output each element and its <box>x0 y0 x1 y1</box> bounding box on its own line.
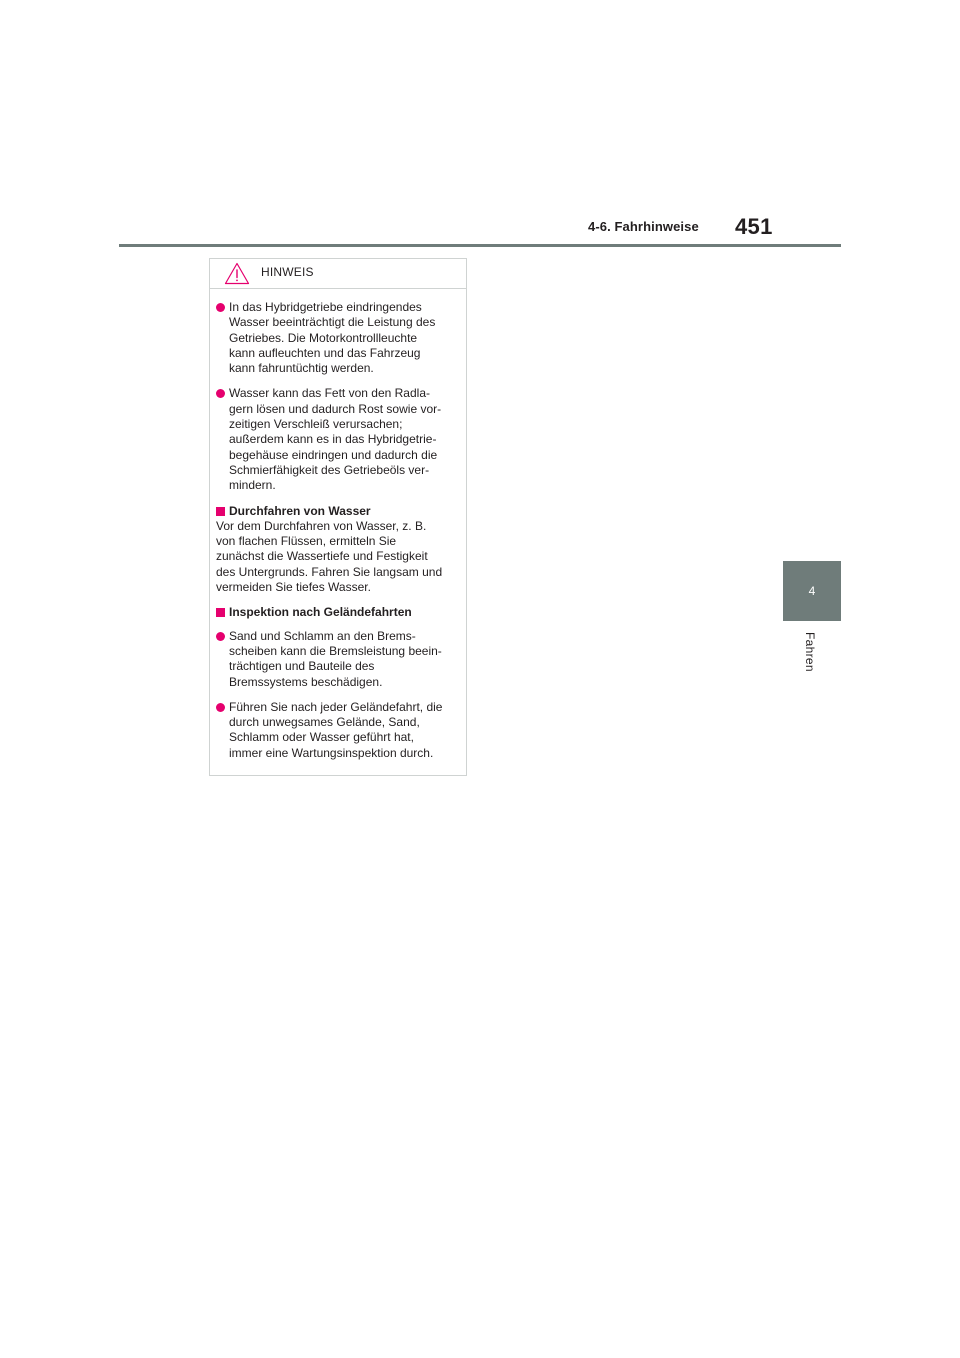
list-item <box>216 700 458 761</box>
warning-triangle-icon <box>224 262 250 285</box>
list-item <box>216 629 458 690</box>
notice-box <box>209 258 467 776</box>
list-item-text: Führen Sie nach jeder Geländefahrt, die durch unwegsames Gelände, Sand, Schlamm oder Wasser geführt hat, immer eine Wartungsinspektion durch. <box>229 699 443 760</box>
subheading-offroad-inspection <box>216 605 458 620</box>
bullet-dot-icon <box>216 632 225 641</box>
bullet-dot-icon <box>216 303 225 312</box>
subheading-text: Inspektion nach Geländefahrten <box>229 605 412 620</box>
section-title: 4-6. Fahrhinweise <box>588 219 699 234</box>
list-item <box>216 386 458 493</box>
chapter-tab <box>783 561 841 621</box>
chapter-number: 4 <box>808 584 816 598</box>
bullet-dot-icon <box>216 389 225 398</box>
notice-body <box>210 289 466 761</box>
square-bullet-icon <box>216 507 225 516</box>
page-number: 451 <box>735 214 773 239</box>
notice-title: HINWEIS <box>261 265 314 279</box>
notice-header <box>210 259 466 289</box>
header-divider <box>119 244 841 247</box>
subheading-water-crossing <box>216 504 458 519</box>
list-item-text: In das Hybridgetriebe eindringendes Wasser beeinträchtigt die Leistung des Getriebes. Die Motorkontrollleuchte kann aufleuchten und das Fahrzeug kann fahruntüchtig werden. <box>229 300 436 376</box>
list-item-text: Sand und Schlamm an den Brems- scheiben kann die Bremsleistung beein- trächtigen und Bauteile des Bremssystems beschädigen. <box>229 628 442 689</box>
square-bullet-icon <box>216 608 225 617</box>
chapter-label: Fahren <box>803 632 817 672</box>
list-item-text: Wasser kann das Fett von den Radla- gern lösen und dadurch Rost sowie vor- zeitigen Verschleiß verursachen; außerdem kann es in das Hybridgetrie- begehäuse eindringen und dadurch die Schmierfähigkeit des Getriebeöls ver- mindern. <box>229 386 442 493</box>
list-item <box>216 300 458 376</box>
water-crossing-paragraph: Vor dem Durchfahren von Wasser, z. B. von flachen Flüssen, ermitteln Sie zunächst die Wassertiefe und Festigkeit des Untergrunds. Fahren Sie langsam und vermeiden Sie tiefes Wasser. <box>216 518 443 595</box>
bullet-dot-icon <box>216 703 225 712</box>
subheading-text: Durchfahren von Wasser <box>229 503 371 518</box>
